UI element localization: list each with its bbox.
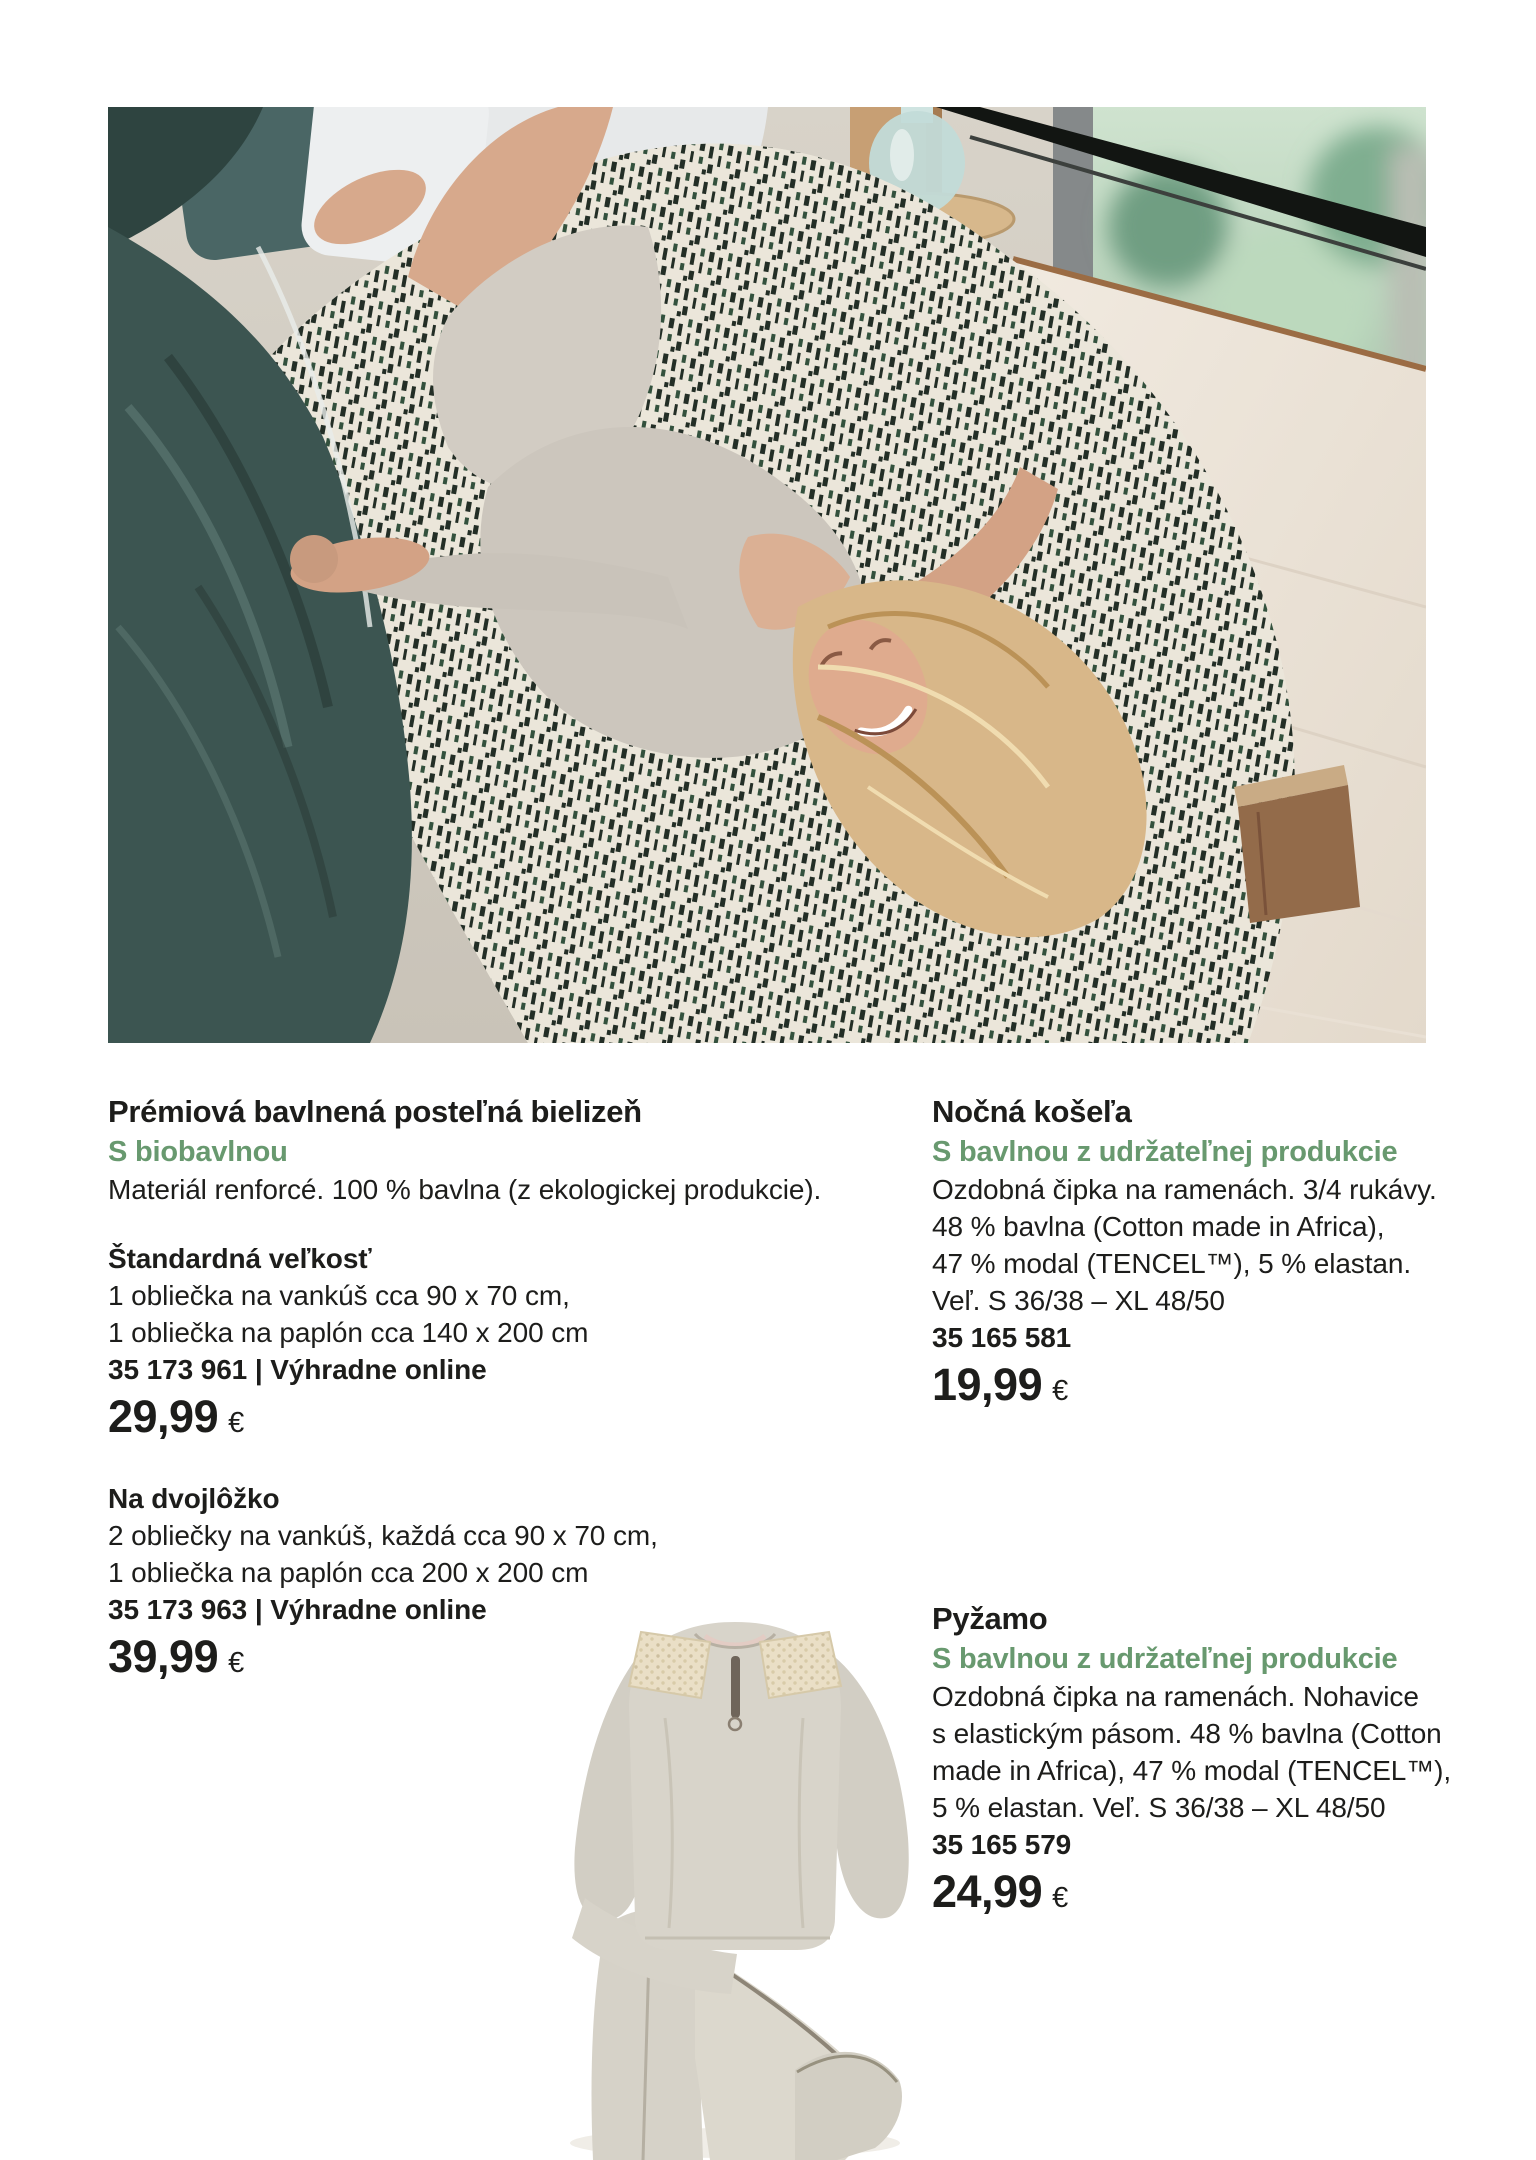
currency-symbol: € xyxy=(228,1407,245,1439)
product-description: Materiál renforcé. 100 % bavlna (z ekologickej produkcie). xyxy=(108,1174,822,1205)
product-title: Prémiová bavlnená posteľná bielizeň xyxy=(108,1094,642,1129)
product-bedding xyxy=(108,1093,821,1682)
price-amount: 29,99 xyxy=(108,1391,219,1442)
variant-standard-size xyxy=(108,1240,821,1442)
keyhole-placket xyxy=(731,1656,740,1718)
price-amount: 19,99 xyxy=(932,1359,1043,1410)
currency-symbol: € xyxy=(228,1647,245,1679)
pyjama-product-photo xyxy=(545,1598,925,2160)
hero-photo-art xyxy=(108,107,1426,1043)
variant-line: 1 obliečka na paplón cca 140 x 200 cm xyxy=(108,1317,589,1348)
article-number: 35 173 961 | Výhradne online xyxy=(108,1354,487,1385)
price xyxy=(932,1360,1437,1410)
product-line: Ozdobná čipka na ramenách. Nohavice xyxy=(932,1681,1419,1712)
product-line: 5 % elastan. Veľ. S 36/38 – XL 48/50 xyxy=(932,1792,1386,1823)
product-title: Nočná košeľa xyxy=(932,1094,1132,1129)
lace-shoulder-right xyxy=(760,1632,841,1698)
product-line: s elastickým pásom. 48 % bavlna (Cotton xyxy=(932,1718,1442,1749)
wooden-bed-leg xyxy=(1234,765,1360,923)
product-pyjama xyxy=(932,1600,1451,1917)
pyjama-photo-art xyxy=(545,1598,925,2160)
variant-line: 2 obliečky na vankúš, každá cca 90 x 70 cm, xyxy=(108,1520,658,1551)
variant-line: 1 obliečka na vankúš cca 90 x 70 cm, xyxy=(108,1280,570,1311)
product-line: made in Africa), 47 % modal (TENCEL™), xyxy=(932,1755,1452,1786)
pyjama-top xyxy=(572,1622,909,1994)
product-nightgown xyxy=(932,1093,1437,1410)
variant-line: 1 obliečka na paplón cca 200 x 200 cm xyxy=(108,1557,589,1588)
price-amount: 39,99 xyxy=(108,1631,219,1682)
variant-name: Štandardná veľkosť xyxy=(108,1243,372,1274)
product-subtitle: S bavlnou z udržateľnej produkcie xyxy=(932,1643,1398,1675)
price-amount: 24,99 xyxy=(932,1866,1043,1917)
price xyxy=(932,1867,1451,1917)
article-number: 35 165 579 xyxy=(932,1829,1072,1860)
product-subtitle: S bavlnou z udržateľnej produkcie xyxy=(932,1136,1398,1168)
hero-photo xyxy=(108,107,1426,1043)
currency-symbol: € xyxy=(1052,1882,1069,1914)
product-line: 47 % modal (TENCEL™), 5 % elastan. xyxy=(932,1248,1412,1279)
lace-shoulder-left xyxy=(629,1632,710,1698)
product-line: Ozdobná čipka na ramenách. 3/4 rukávy. xyxy=(932,1174,1437,1205)
product-line: Veľ. S 36/38 – XL 48/50 xyxy=(932,1285,1225,1316)
variant-name: Na dvojlôžko xyxy=(108,1483,280,1514)
product-line: 48 % bavlna (Cotton made in Africa), xyxy=(932,1211,1385,1242)
article-number: 35 165 581 xyxy=(932,1322,1072,1353)
currency-symbol: € xyxy=(1052,1375,1069,1407)
price xyxy=(108,1392,821,1442)
product-subtitle: S biobavlnou xyxy=(108,1136,288,1168)
product-title: Pyžamo xyxy=(932,1601,1048,1636)
article-number: 35 173 963 | Výhradne online xyxy=(108,1594,487,1625)
